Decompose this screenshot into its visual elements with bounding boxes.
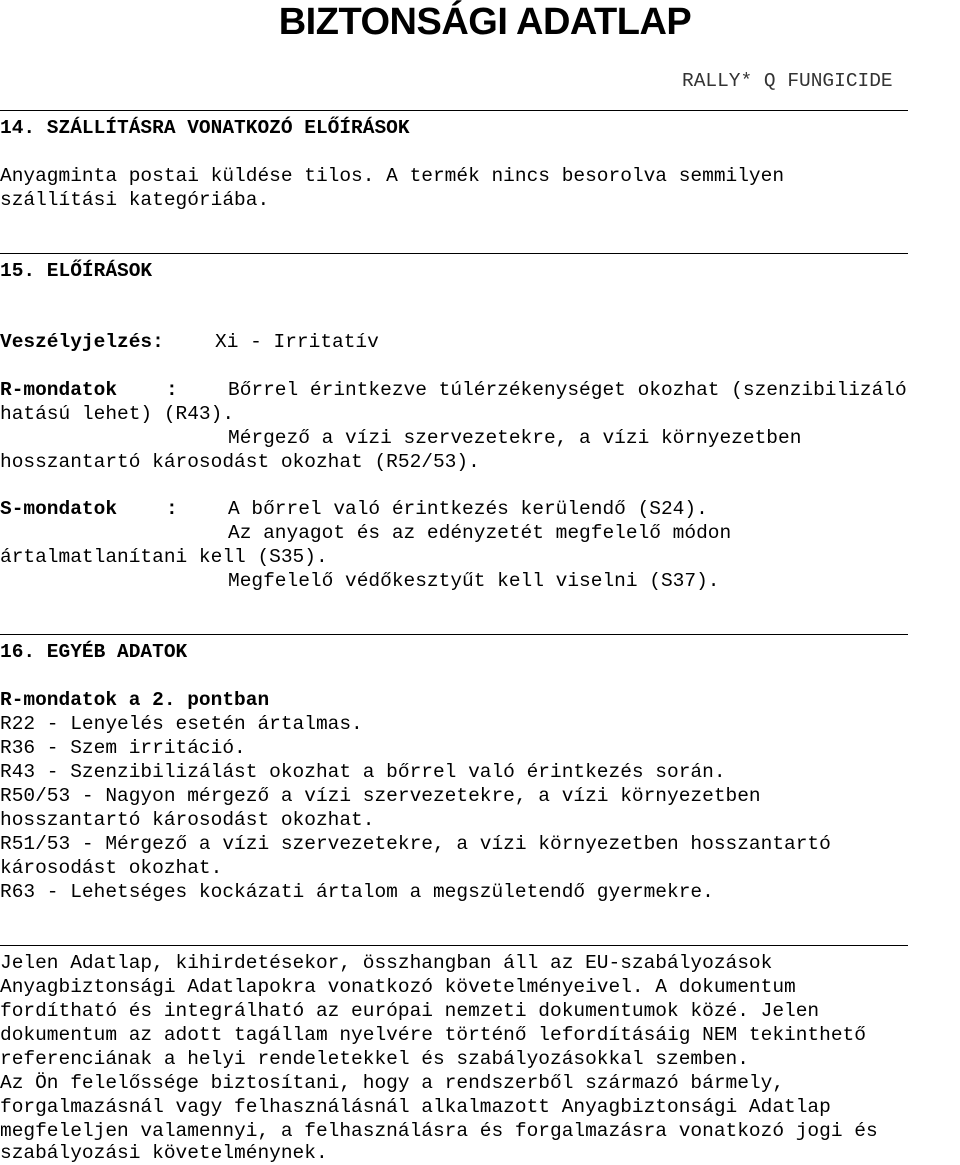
- document-title: BIZTONSÁGI ADATLAP: [278, 1, 692, 43]
- product-name: RALLY* Q FUNGICIDE: [682, 70, 893, 92]
- disclaimer-line: Jelen Adatlap, kihirdetésekor, összhangban áll az EU-szabályozások: [0, 952, 773, 974]
- disclaimer-line: megfeleljen valamennyi, a felhasználásra és forgalmazásra vonatkozó jogi és: [0, 1120, 878, 1142]
- hazard-value: Xi - Irritatív: [215, 331, 379, 353]
- s-phrases-label: S-mondatok: [0, 498, 118, 520]
- disclaimer-line: dokumentum az adott tagállam nyelvére történő lefordításáig NEM tekinthető: [0, 1024, 866, 1046]
- section-16-line: R63 - Lehetséges kockázati ártalom a megszületendő gyermekre.: [0, 881, 714, 903]
- section-divider: [0, 110, 908, 111]
- section-14-line: Anyagminta postai küldése tilos. A termék nincs besorolva semmilyen: [0, 165, 785, 187]
- disclaimer-line: forgalmazásnál vagy felhasználásnál alkalmazott Anyagbiztonsági Adatlap: [0, 1096, 831, 1118]
- disclaimer-line: referenciának a helyi rendeletekkel és szabályozásokkal szemben.: [0, 1048, 749, 1070]
- section-16-line: R43 - Szenzibilizálást okozhat a bőrrel való érintkezés során.: [0, 761, 726, 783]
- s-phrase-line: A bőrrel való érintkezés kerülendő (S24).: [228, 498, 708, 520]
- hazard-label: Veszélyjelzés:: [0, 331, 164, 353]
- disclaimer-line: szabályozási követelménynek.: [0, 1142, 328, 1164]
- section-divider: [0, 253, 908, 254]
- r-phrases-colon: :: [166, 379, 178, 401]
- section-15-heading: 15. ELŐÍRÁSOK: [0, 260, 153, 282]
- section-16-line: hosszantartó károsodást okozhat.: [0, 809, 375, 831]
- section-16-line: R51/53 - Mérgező a vízi szervezetekre, a vízi környezetben hosszantartó: [0, 833, 831, 855]
- section-16-line: R36 - Szem irritáció.: [0, 737, 246, 759]
- r-phrases-label: R-mondatok: [0, 379, 118, 401]
- disclaimer-line: Az Ön felelőssége biztosítani, hogy a rendszerből származó bármely,: [0, 1072, 785, 1094]
- r-phrase-line: hosszantartó károsodást okozhat (R52/53).: [0, 451, 480, 473]
- section-16-line: R22 - Lenyelés esetén ártalmas.: [0, 713, 363, 735]
- section-divider: [0, 945, 908, 946]
- section-16-heading: 16. EGYÉB ADATOK: [0, 641, 188, 663]
- r-phrase-line: Mérgező a vízi szervezetekre, a vízi környezetben: [228, 427, 802, 449]
- s-phrases-colon: :: [166, 498, 178, 520]
- s-phrase-line: Az anyagot és az edényzetét megfelelő módon: [228, 522, 732, 544]
- disclaimer-line: fordítható és integrálható az európai nemzeti dokumentumok közé. Jelen: [0, 1000, 820, 1022]
- r-phrase-line: hatású lehet) (R43).: [0, 403, 235, 425]
- section-16-subheading: R-mondatok a 2. pontban: [0, 689, 270, 711]
- disclaimer-line: Anyagbiztonsági Adatlapokra vonatkozó követelményeivel. A dokumentum: [0, 976, 796, 998]
- section-14-heading: 14. SZÁLLÍTÁSRA VONATKOZÓ ELŐÍRÁSOK: [0, 117, 410, 139]
- section-divider: [0, 634, 908, 635]
- section-14-line: szállítási kategóriába.: [0, 189, 270, 211]
- s-phrase-line: Megfelelő védőkesztyűt kell viselni (S37).: [228, 570, 720, 592]
- section-16-line: károsodást okozhat.: [0, 857, 223, 879]
- r-phrase-line: Bőrrel érintkezve túlérzékenységet okozhat (szenzibilizáló: [228, 379, 907, 401]
- section-16-line: R50/53 - Nagyon mérgező a vízi szervezetekre, a vízi környezetben: [0, 785, 761, 807]
- s-phrase-line: ártalmatlanítani kell (S35).: [0, 546, 328, 568]
